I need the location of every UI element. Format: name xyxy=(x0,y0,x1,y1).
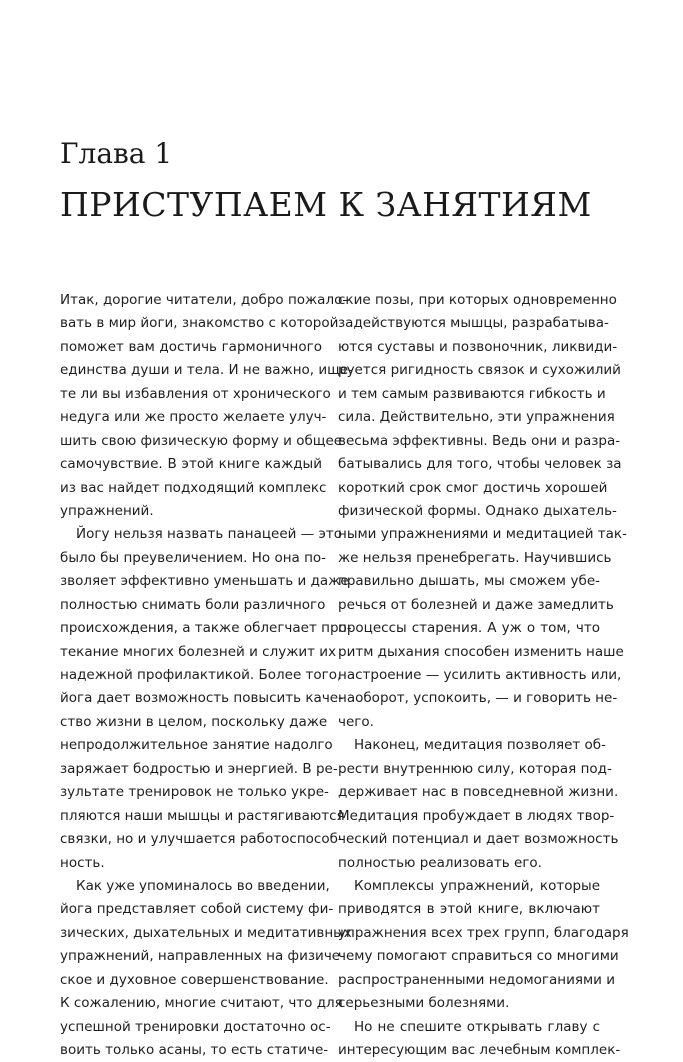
text-line: йога дает возможность повысить каче- xyxy=(60,690,343,707)
text-line: заряжает бодростью и энергией. В ре- xyxy=(60,760,338,777)
text-line: серьезными болезнями. xyxy=(338,995,510,1012)
text-line: распространенными недомоганиями и xyxy=(338,971,616,988)
text-line: непродолжительное занятие надолго xyxy=(60,737,333,754)
text-line: К сожалению, многие считают, что для xyxy=(60,995,343,1012)
text-line: упражнений, направленных на физиче- xyxy=(60,948,345,965)
text-line: поможет вам достичь гармоничного xyxy=(60,338,322,355)
text-line: самочувствие. В этой книге каждый xyxy=(60,456,322,473)
text-line: ными упражнениями и медитацией так- xyxy=(338,526,627,543)
text-line: руется ригидность связок и сухожилий xyxy=(338,362,621,379)
text-line: полностью снимать боли различного xyxy=(60,596,326,613)
text-line: недуга или же просто желаете улуч- xyxy=(60,409,327,426)
text-line: йога представляет собой систему фи- xyxy=(60,901,334,918)
text-line: ются суставы и позвоночник, ликвиди- xyxy=(338,338,618,355)
text-line: текание многих болезней и служит их xyxy=(60,643,337,660)
text-line: же нельзя пренебрегать. Научившись xyxy=(338,549,612,566)
text-line: связки, но и улучшается работоспособ- xyxy=(60,831,343,848)
text-line: весьма эффективны. Ведь они и разра- xyxy=(338,432,621,449)
text-line: ство жизни в целом, поскольку даже xyxy=(60,713,328,730)
text-line: пляются наши мышцы и растягиваются xyxy=(60,807,345,824)
text-column-left xyxy=(60,289,354,1062)
text-line: процессы старения. А уж о том, что xyxy=(338,620,600,637)
text-line: Йогу нельзя назвать панацеей — это xyxy=(76,526,343,543)
text-column-right xyxy=(338,289,629,1062)
text-line: было бы преувеличением. Но она по- xyxy=(60,549,327,566)
text-line: задействуются мышцы, разрабатыва- xyxy=(338,315,609,332)
text-line: Как уже упоминалось во введении, xyxy=(76,877,330,894)
text-line: ритм дыхания способен изменить наше xyxy=(338,643,624,660)
text-line: рести внутреннюю силу, которая под- xyxy=(338,760,612,777)
text-line: надежной профилактикой. Более того, xyxy=(60,667,342,683)
text-line: батывались для того, чтобы человек за xyxy=(338,456,622,473)
text-line: вать в мир йоги, знакомство с которой xyxy=(60,315,339,332)
text-line: наоборот, успокоить, — и говорить не- xyxy=(338,690,618,707)
text-line: зических, дыхательных и медитативных xyxy=(60,924,352,941)
text-line: правильно дышать, мы сможем убе- xyxy=(338,573,600,590)
text-line: те ли вы избавления от хронического xyxy=(60,385,331,402)
text-line: происхождения, а также облегчает про- xyxy=(60,620,352,637)
text-line: чему помогают справиться со многими xyxy=(338,948,619,965)
chapter-label: Глава 1 xyxy=(60,137,173,170)
text-line: упражнения всех трех групп, благодаря xyxy=(338,924,629,941)
text-line: зультате тренировок не только укре- xyxy=(60,784,329,801)
text-line: Комплексы упражнений, которые xyxy=(354,877,600,894)
text-line: и тем самым развиваются гибкость и xyxy=(338,385,606,402)
text-line: упражнений. xyxy=(60,502,154,519)
text-line: чего. xyxy=(338,713,374,730)
text-line: шить свою физическую форму и общее xyxy=(60,432,343,449)
text-line: настроение — усилить активность или, xyxy=(338,667,622,683)
text-line: Итак, дорогие читатели, добро пожало- xyxy=(60,292,348,308)
text-line: интересующим вас лечебным комплек- xyxy=(338,1042,621,1058)
text-line: сила. Действительно, эти упражнения xyxy=(338,409,615,426)
text-line: успешной тренировки достаточно ос- xyxy=(60,1018,331,1035)
text-line: из вас найдет подходящий комплекс xyxy=(60,479,327,496)
text-line: Наконец, медитация позволяет об- xyxy=(354,737,606,754)
text-line: ность. xyxy=(60,854,105,871)
text-line: держивает нас в повседневной жизни. xyxy=(338,784,619,801)
text-line: Но не спешите открывать главу с xyxy=(354,1018,600,1035)
text-line: воить только асаны, то есть статиче- xyxy=(60,1042,329,1058)
text-line: единства души и тела. И не важно, ище- xyxy=(60,362,354,379)
chapter-title: ПРИСТУПАЕМ К ЗАНЯТИЯМ xyxy=(60,185,592,224)
text-line: зволяет эффективно уменьшать и даже xyxy=(60,573,349,590)
text-line: ские позы, при которых одновременно xyxy=(338,292,617,308)
text-line: физической формы. Однако дыхатель- xyxy=(338,502,617,519)
text-line: ское и духовное совершенствование. xyxy=(60,971,329,988)
text-line: ческий потенциал и дает возможность xyxy=(338,831,619,848)
text-line: речься от болезней и даже замедлить xyxy=(338,596,614,613)
text-line: приводятся в этой книге, включают xyxy=(338,901,600,918)
text-line: Медитация пробуждает в людях твор- xyxy=(338,807,615,824)
text-line: короткий срок смог достичь хорошей xyxy=(338,479,608,496)
text-line: полностью реализовать его. xyxy=(338,854,542,871)
